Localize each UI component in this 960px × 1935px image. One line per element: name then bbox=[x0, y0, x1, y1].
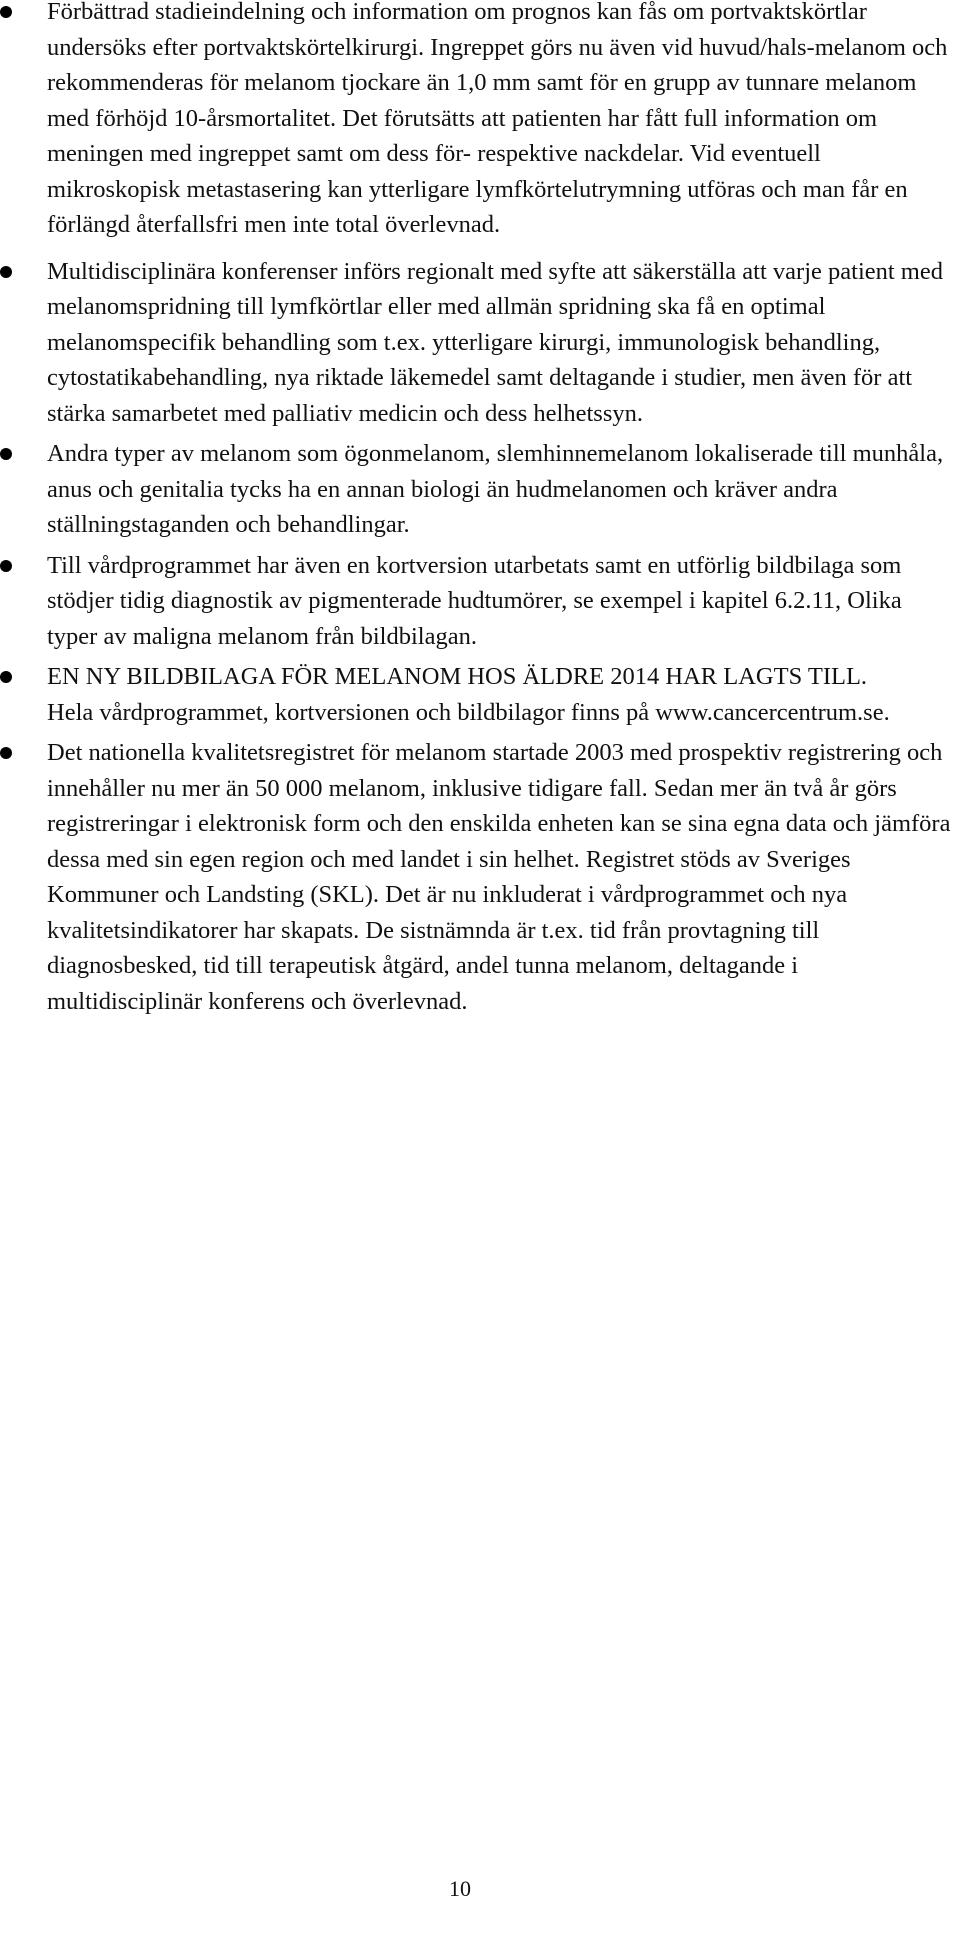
page-number: 10 bbox=[449, 1876, 471, 1901]
bullet-icon bbox=[0, 560, 12, 572]
bullet-icon bbox=[0, 747, 12, 759]
bullet-item-short-version bbox=[0, 548, 954, 655]
bullet-item-quality-registry bbox=[0, 735, 957, 1019]
bullet-item-conferences bbox=[0, 254, 954, 432]
bullet-item-image-appendix bbox=[0, 659, 954, 730]
bullet-icon bbox=[0, 266, 12, 278]
bullet-text: Andra typer av melanom som ögonmelanom, slemhinnemelanom lokaliserade till munhåla, anus och genitalia tycks ha en annan biologi än hudmelanomen och kräver andra ställningstaganden och behandlingar. bbox=[47, 440, 950, 538]
bullet-text: EN NY BILDBILAGA FÖR MELANOM HOS ÄLDRE 2014 HAR LAGTS TILL. Hela vårdprogrammet, kortversionen och bildbilagor finns på www.cancercentrum.se. bbox=[47, 663, 890, 726]
bullet-text: Multidisciplinära konferenser införs regionalt med syfte att säkerställa att varje patient med melanomspridning till lymfkörtlar eller med allmän spridning ska få en optimal melanomspecifik behandling som t.ex. ytterligare kirurgi, immunologisk behandling, cytostatikabehandling, nya riktade läkemedel samt deltagande i studier, men även för att stärka samarbetet med palliativ medicin och dess helhetssyn. bbox=[47, 257, 950, 427]
bullet-text: Förbättrad stadieindelning och information om prognos kan fås om portvaktskörtlar undersöks efter portvaktskörtelkirurgi. Ingreppet görs nu även vid huvud/hals-melanom och rekommenderas för melanom tjockare än 1,0 mm samt för en grupp av tunnare melanom med förhöjd 10-årsmortalitet. Det förutsätts att patienten har fått full information om meningen med ingreppet samt om dess för- respektive nackdelar. Vid eventuell mikroskopisk metastasering kan ytterligare lymfkörtelutrymning utföras och man får en förlängd återfallsfri men inte total överlevnad. bbox=[47, 0, 954, 238]
bullet-icon bbox=[0, 6, 12, 18]
bullet-item-staging bbox=[0, 0, 954, 243]
bullet-item-other-melanoma bbox=[0, 436, 954, 543]
bullet-icon bbox=[0, 671, 12, 683]
bullet-text: Det nationella kvalitetsregistret för melanom startade 2003 med prospektiv registrering och innehåller nu mer än 50 000 melanom, inklusive tidigare fall. Sedan mer än två år görs registreringar i elektronisk form och den enskilda enheten kan se sina egna data och jämföra dessa med sin egen region och med landet i sin helhet. Registret stöds av Sveriges Kommuner och Landsting (SKL). Det är nu inkluderat i vårdprogrammet och nya kvalitetsindikatorer har skapats. De sistnämnda är t.ex. tid från provtagning till diagnosbesked, tid till terapeutisk åtgärd, andel tunna melanom, deltagande i multidisciplinär konferens och överlevnad. bbox=[47, 739, 957, 1015]
bullet-icon bbox=[0, 448, 12, 460]
bullet-text: Till vårdprogrammet har även en kortversion utarbetats samt en utförlig bildbilaga som stödjer tidig diagnostik av pigmenterade hudtumörer, se exempel i kapitel 6.2.11, Olika typer av maligna melanom från bildbilagan. bbox=[47, 551, 908, 650]
